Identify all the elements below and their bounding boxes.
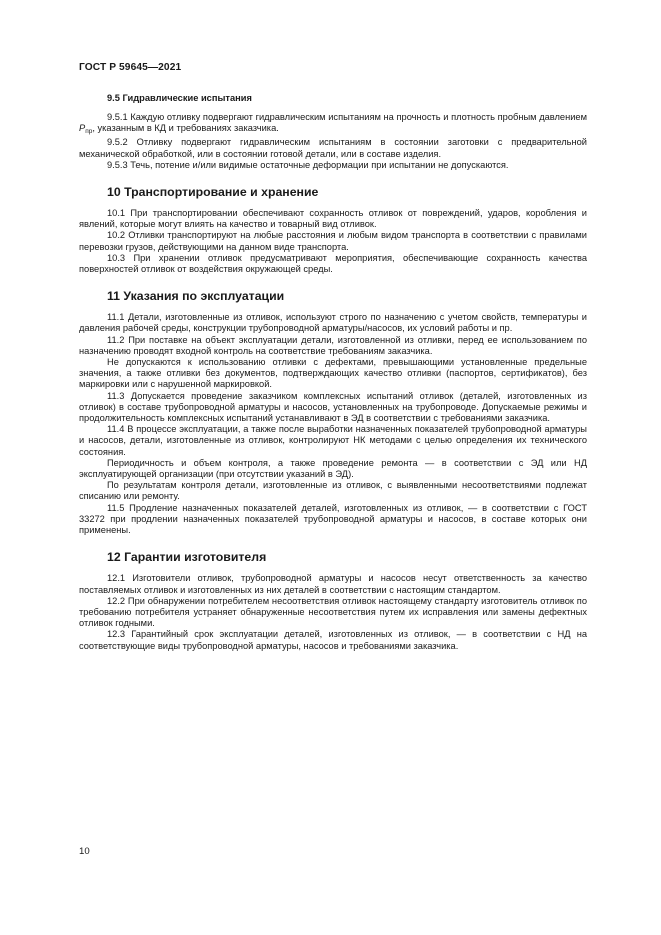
page-number: 10	[79, 846, 90, 857]
pressure-symbol: P	[79, 123, 86, 134]
section-title-11: 11 Указания по эксплуатации	[107, 289, 285, 304]
paragraph-11-5: 11.5 Продление назначенных показателей деталей, изготовленных из отливок, — в соответствии с ГОСТ 33272 при продлении назначенных показателей трубопроводной арматуры и насосов, в составе которых они применены.	[79, 502, 587, 536]
paragraph-10-1: 10.1 При транспортировании обеспечивают сохранность отливок от повреждений, ударов, коробления и явлений, которые могут влиять на качество и товарный вид отливок.	[79, 208, 587, 230]
paragraph-9-5-2: 9.5.2 Отливку подвергают гидравлическим испытаниям в состоянии заготовки с предварительной механической обработкой, или в состоянии готовой детали, или в составе изделия.	[79, 137, 587, 159]
paragraph-11-2-cont: Не допускаются к использованию отливки с дефектами, превышающими установленные предельные значения, а также отливки без документов, подтверждающих качество отливки (паспортов, сертификатов), без маркировки или с нарушенной маркировкой.	[79, 357, 587, 390]
paragraph-11-3: 11.3 Допускается проведение заказчиком комплексных испытаний отливок (деталей, изготовленных из отливок) в составе трубопроводной арматуры и насосов, установленных на трубопроводе. Допускаемые режимы и продолжительность комплексных испытаний устанавливают в ЭД в соответствии с требованиями заказчика.	[79, 390, 587, 424]
section-title-12: 12 Гарантии изготовителя	[107, 550, 267, 565]
document-header: ГОСТ Р 59645—2021	[79, 62, 182, 73]
paragraph-11-4-cont2: По результатам контроля детали, изготовленные из отливок, с выявленными несоответствиями подлежат списанию или ремонту.	[79, 480, 587, 502]
paragraph-9-5-1	[79, 112, 587, 137]
paragraph-11-2: 11.2 При поставке на объект эксплуатации детали, изготовленной из отливки, перед ее использованием по назначению проводят входной контроль на соответствие требованиям заказчика.	[79, 334, 587, 356]
paragraph-12-3: 12.3 Гарантийный срок эксплуатации деталей, изготовленных из отливок, — в соответствии с НД на соответствующие виды трубопроводной арматуры, насосов и требованиями заказчика.	[79, 629, 587, 651]
subsection-title-9-5: 9.5 Гидравлические испытания	[107, 93, 252, 103]
paragraph-11-1: 11.1 Детали, изготовленные из отливок, используют строго по назначению с учетом свойств, температуры и давления рабочей среды, конструкции трубопроводной арматуры/насосов, их условий работы и пр.	[79, 312, 587, 334]
paragraph-9-5-1-start: 9.5.1 Каждую отливку подвергают гидравлическим испытаниям на прочность и плотность пробным давлением	[107, 112, 587, 122]
paragraph-10-2: 10.2 Отливки транспортируют на любые расстояния и любым видом транспорта в соответствии с правилами перевозки грузов, действующими на данном виде транспорта.	[79, 230, 587, 252]
document-body	[79, 92, 587, 652]
paragraph-12-2: 12.2 При обнаружении потребителем несоответствия отливок настоящему стандарту изготовитель отливок по требованию потребителя устраняет обнаруженные несоответствия путем их исправления или замены дефектных отливок годными.	[79, 595, 587, 629]
paragraph-12-1: 12.1 Изготовители отливок, трубопроводной арматуры и насосов несут ответственность за качество поставляемых отливок и изготовленных из них деталей в соответствии с настоящим стандартом.	[79, 573, 587, 595]
paragraph-9-5-3: 9.5.3 Течь, потение и/или видимые остаточные деформации при испытании не допускаются.	[107, 159, 509, 170]
paragraph-11-4-cont: Периодичность и объем контроля, а также проведение ремонта — в соответствии с ЭД или НД эксплуатирующей организации (при отсутствии указаний в ЭД).	[79, 457, 587, 480]
section-title-10: 10 Транспортирование и хранение	[107, 185, 319, 200]
paragraph-9-5-1-end: , указанным в КД и требованиях заказчика.	[92, 123, 279, 134]
paragraph-11-4: 11.4 В процессе эксплуатации, а также после выработки назначенных показателей трубопроводной арматуры и насосов, детали, изготовленные из отливок, контролируют НК методами с целью определения их технического состояния.	[79, 424, 587, 457]
pressure-subscript: пр	[85, 128, 93, 136]
paragraph-10-3: 10.3 При хранении отливок предусматривают мероприятия, обеспечивающие сохранность качества поверхностей отливок от воздействия окружающей среды.	[79, 252, 587, 275]
